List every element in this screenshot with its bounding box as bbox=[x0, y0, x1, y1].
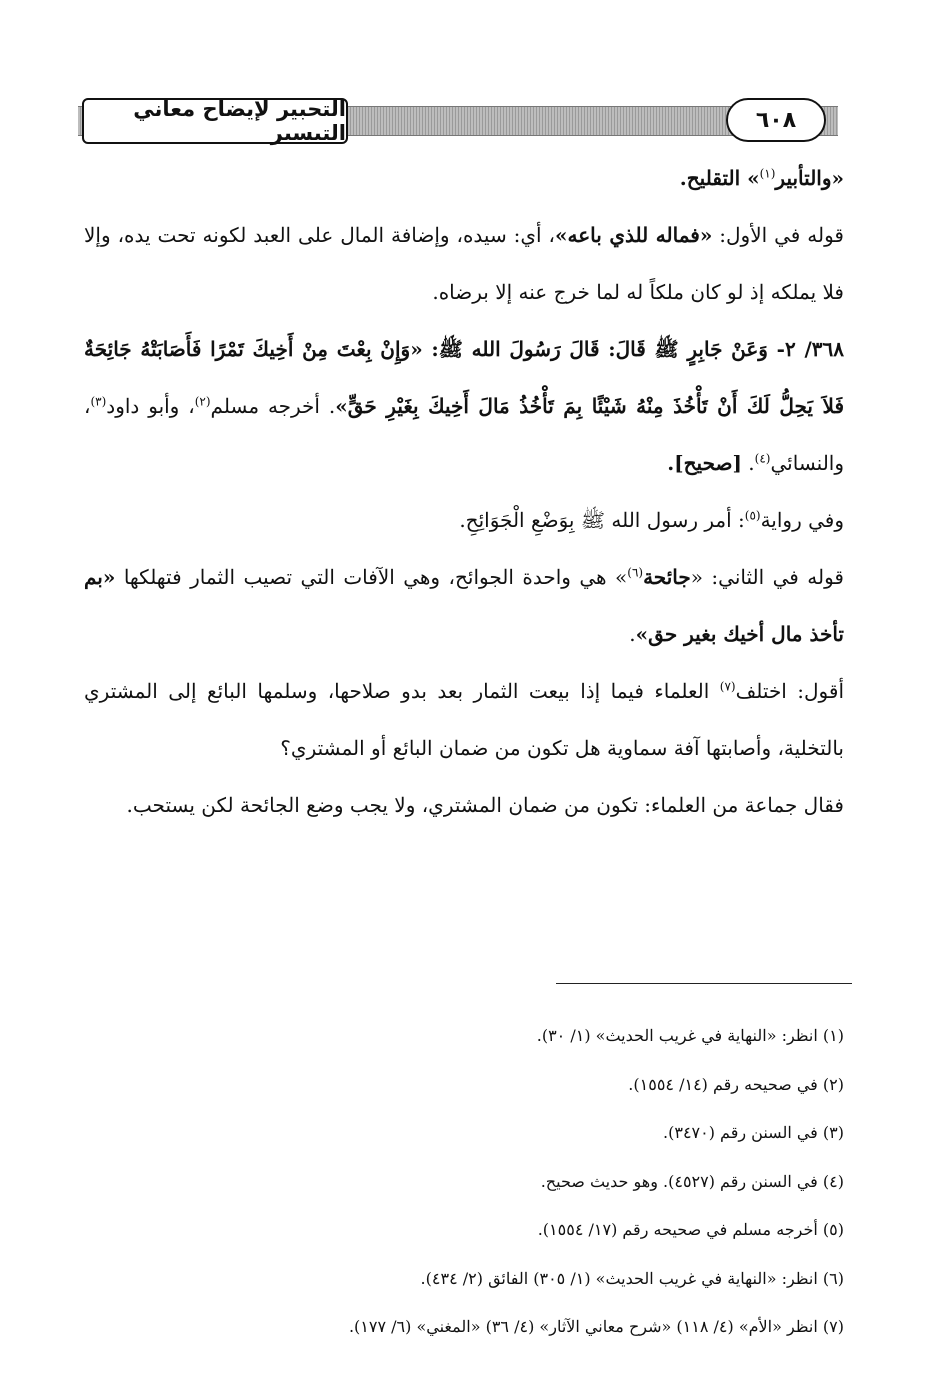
paragraph-1: «والتأبير$^{(١)}$» التقليح. bbox=[679, 166, 844, 190]
footnote-separator bbox=[556, 983, 852, 984]
footnote-ref: (٦) bbox=[627, 565, 644, 580]
paragraph-5: قوله في الثاني: «جائحة$^{(٦)}$» هي واحدة الجوائح، وهي الآفات التي تصيب الثمار فتهلكها «بم تأخذ مال أخيك بغير حق». bbox=[84, 565, 844, 646]
footnote-6: (٦) انظر: «النهاية في غريب الحديث» (١/ ٣٠٥) الفائق (٢/ ٤٣٤). bbox=[420, 1268, 844, 1288]
book-title: التحبير لإيضاح معاني التيسير bbox=[82, 98, 348, 144]
footnote-1: (١) انظر: «النهاية في غريب الحديث» (١/ ٣٠). bbox=[536, 1026, 844, 1045]
paragraph-6: أقول: اختلف$^{(٧)}$ العلماء فيما إذا بيعت الثمار بعد بدو صلاحها، وسلمها البائع إلى المشتري بالتخلية، وأصابتها آفة سماوية هل تكون من ضمان البائع أو المشتري؟ bbox=[84, 679, 845, 760]
footnote-2: (٢) في صحيحه رقم (١٤/ ١٥٥٤). bbox=[628, 1074, 844, 1094]
footnote-3: (٣) في السنن رقم (٣٤٧٠). bbox=[663, 1123, 844, 1142]
grade-label: [صحيح]. bbox=[667, 451, 742, 475]
footnote-ref: (٤) bbox=[754, 451, 771, 466]
hadith-paragraph: ٣٦٨/ ٢- وَعَنْ جَابِرٍ ﷺ قَالَ: قَالَ رَسُولَ الله ﷺ: «وَإِنْ بِعْتَ مِنْ أَخِيكَ تَمْرًا فَأَصَابَتْهُ جَائِحَةٌ فَلاَ يَحِلُّ لَكَ أَنْ تَأْخُذَ مِنْهُ شَيْئًا بِمَ تَأْخُذُ مَالَ أَخِيكَ بِغَيْرِ حَقٍّ». أخرجه مسلم$^{(٢)}$، وأبو داود$^{(٣)}$، والنسائي$^{(٤)}$. [صحيح]. bbox=[84, 337, 845, 475]
footnotes bbox=[84, 1012, 844, 1352]
paragraph-4: وفي رواية$^{(٥)}$: أمر رسول الله ﷺ بِوَضْعِ الْجَوَائِحِ. bbox=[459, 508, 844, 532]
main-text bbox=[84, 150, 844, 834]
page-header bbox=[78, 96, 838, 144]
footnote-4: (٤) في السنن رقم (٤٥٢٧). وهو حديث صحيح. bbox=[540, 1171, 844, 1191]
page-number: ٦٠٨ bbox=[726, 98, 826, 142]
footnote-ref: (١) bbox=[759, 166, 776, 181]
paragraph-7: فقال جماعة من العلماء: تكون من ضمان المشتري، ولا يجب وضع الجائحة لكن يستحب. bbox=[126, 793, 844, 817]
footnote-ref: (٧) bbox=[719, 679, 736, 694]
footnote-7: (٧) انظر «الأم» (٤/ ١١٨) «شرح معاني الآثار» (٤/ ٣٦) «المغني» (٦/ ١٧٧). bbox=[348, 1317, 844, 1336]
paragraph-2: قوله في الأول: «فماله للذي باعه»، أي: سيده، وإضافة المال على العبد لكونه تحت يده، وإلا فلا يملكه إذ لو كان ملكاً له لما خرج عنه إلا برضاه. bbox=[84, 223, 844, 304]
footnote-ref: (٣) bbox=[90, 394, 107, 409]
footnote-ref: (٥) bbox=[744, 508, 761, 523]
footnote-ref: (٢) bbox=[194, 394, 211, 409]
footnote-5: (٥) أخرجه مسلم في صحيحه رقم (١٧/ ١٥٥٤). bbox=[537, 1220, 844, 1239]
